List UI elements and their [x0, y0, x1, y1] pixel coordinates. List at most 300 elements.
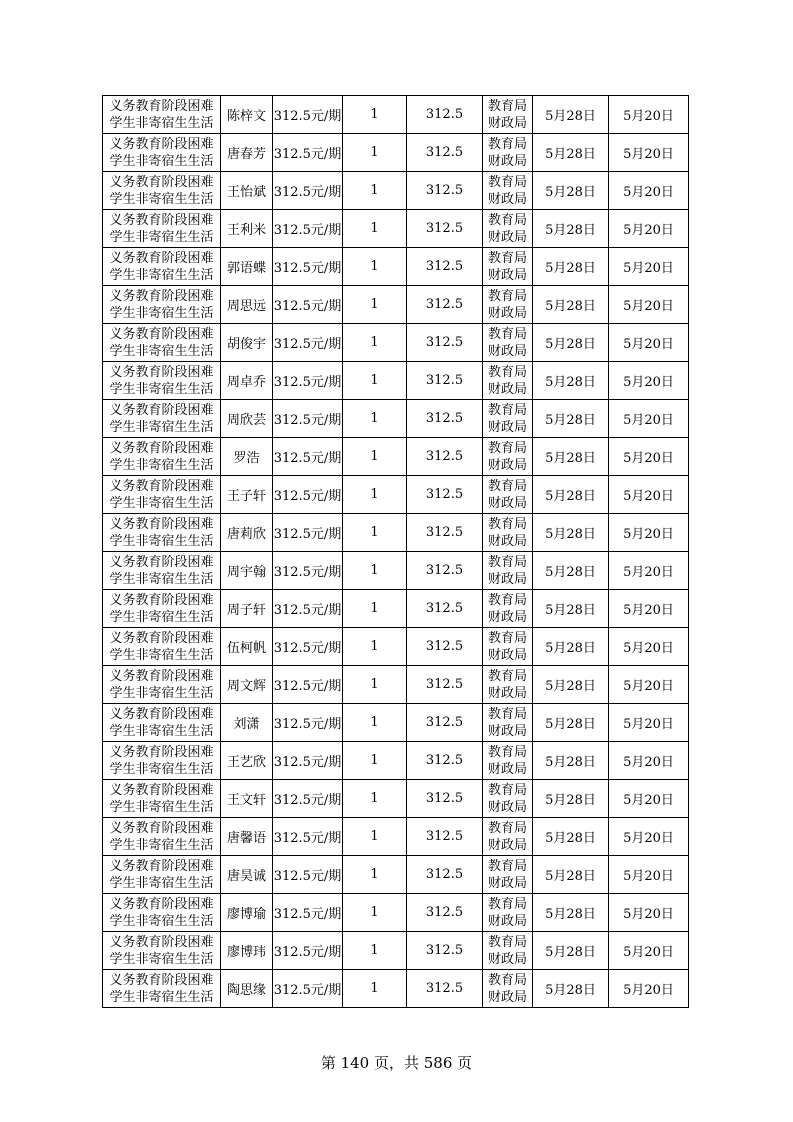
department-line-1: 教育局 [487, 174, 527, 190]
student-name-cell: 唐春芳 [221, 134, 273, 172]
count-cell: 1 [343, 210, 407, 248]
date-cell-2: 5月20日 [609, 818, 689, 856]
table-body [103, 96, 689, 1008]
department-line-2: 财政局 [487, 723, 527, 739]
count-cell: 1 [343, 818, 407, 856]
project-cell [103, 552, 221, 590]
count-cell: 1 [343, 742, 407, 780]
table-row [103, 400, 689, 438]
table-row [103, 96, 689, 134]
standard-cell: 312.5元/期 [273, 248, 343, 286]
project-line-2: 学生非寄宿生生活 [109, 153, 214, 169]
amount-cell: 312.5 [407, 134, 483, 172]
table-row [103, 248, 689, 286]
count-cell: 1 [343, 476, 407, 514]
department-line-2: 财政局 [487, 837, 527, 853]
amount-cell: 312.5 [407, 704, 483, 742]
project-cell [103, 248, 221, 286]
student-name-cell: 胡俊宇 [221, 324, 273, 362]
department-line-1: 教育局 [487, 212, 527, 228]
date-cell-2: 5月20日 [609, 742, 689, 780]
department-cell [483, 894, 533, 932]
project-line-2: 学生非寄宿生生活 [109, 305, 214, 321]
date-cell-2: 5月20日 [609, 894, 689, 932]
project-cell [103, 286, 221, 324]
date-cell-1: 5月28日 [533, 324, 609, 362]
student-name-cell: 王文轩 [221, 780, 273, 818]
standard-cell: 312.5元/期 [273, 780, 343, 818]
count-cell: 1 [343, 590, 407, 628]
department-cell [483, 476, 533, 514]
table-row [103, 894, 689, 932]
project-cell [103, 96, 221, 134]
date-cell-1: 5月28日 [533, 932, 609, 970]
amount-cell: 312.5 [407, 970, 483, 1008]
project-line-2: 学生非寄宿生生活 [109, 723, 214, 739]
student-name-cell: 王怡斌 [221, 172, 273, 210]
project-line-1: 义务教育阶段困难 [109, 212, 214, 228]
table-row [103, 628, 689, 666]
department-line-2: 财政局 [487, 609, 527, 625]
date-cell-2: 5月20日 [609, 476, 689, 514]
project-line-2: 学生非寄宿生生活 [109, 495, 214, 511]
table-row [103, 172, 689, 210]
project-line-2: 学生非寄宿生生活 [109, 989, 214, 1005]
department-line-2: 财政局 [487, 761, 527, 777]
date-cell-2: 5月20日 [609, 932, 689, 970]
student-name-cell: 周文辉 [221, 666, 273, 704]
department-line-1: 教育局 [487, 630, 527, 646]
department-cell [483, 552, 533, 590]
student-name-cell: 刘潇 [221, 704, 273, 742]
department-line-2: 财政局 [487, 799, 527, 815]
project-line-2: 学生非寄宿生生活 [109, 115, 214, 131]
date-cell-1: 5月28日 [533, 438, 609, 476]
department-line-2: 财政局 [487, 647, 527, 663]
table-row [103, 362, 689, 400]
date-cell-1: 5月28日 [533, 666, 609, 704]
project-line-1: 义务教育阶段困难 [109, 782, 214, 798]
amount-cell: 312.5 [407, 628, 483, 666]
standard-cell: 312.5元/期 [273, 134, 343, 172]
project-cell [103, 704, 221, 742]
project-line-1: 义务教育阶段困难 [109, 706, 214, 722]
standard-cell: 312.5元/期 [273, 324, 343, 362]
department-line-1: 教育局 [487, 478, 527, 494]
table-row [103, 286, 689, 324]
table-row [103, 514, 689, 552]
department-cell [483, 248, 533, 286]
standard-cell: 312.5元/期 [273, 856, 343, 894]
amount-cell: 312.5 [407, 514, 483, 552]
date-cell-2: 5月20日 [609, 590, 689, 628]
date-cell-1: 5月28日 [533, 628, 609, 666]
project-line-1: 义务教育阶段困难 [109, 364, 214, 380]
department-line-2: 财政局 [487, 457, 527, 473]
department-line-1: 教育局 [487, 934, 527, 950]
amount-cell: 312.5 [407, 400, 483, 438]
department-line-1: 教育局 [487, 98, 527, 114]
standard-cell: 312.5元/期 [273, 666, 343, 704]
standard-cell: 312.5元/期 [273, 552, 343, 590]
department-line-2: 财政局 [487, 381, 527, 397]
count-cell: 1 [343, 400, 407, 438]
department-cell [483, 704, 533, 742]
project-cell [103, 210, 221, 248]
department-line-1: 教育局 [487, 440, 527, 456]
project-cell [103, 400, 221, 438]
date-cell-2: 5月20日 [609, 438, 689, 476]
table-row [103, 856, 689, 894]
date-cell-1: 5月28日 [533, 476, 609, 514]
department-cell [483, 172, 533, 210]
project-line-1: 义务教育阶段困难 [109, 630, 214, 646]
date-cell-1: 5月28日 [533, 552, 609, 590]
standard-cell: 312.5元/期 [273, 172, 343, 210]
date-cell-2: 5月20日 [609, 210, 689, 248]
department-cell [483, 742, 533, 780]
department-line-1: 教育局 [487, 250, 527, 266]
date-cell-2: 5月20日 [609, 628, 689, 666]
department-line-2: 财政局 [487, 533, 527, 549]
department-line-1: 教育局 [487, 744, 527, 760]
department-cell [483, 96, 533, 134]
date-cell-1: 5月28日 [533, 590, 609, 628]
standard-cell: 312.5元/期 [273, 400, 343, 438]
student-name-cell: 周子轩 [221, 590, 273, 628]
project-cell [103, 856, 221, 894]
department-cell [483, 324, 533, 362]
date-cell-1: 5月28日 [533, 210, 609, 248]
student-name-cell: 伍柯帆 [221, 628, 273, 666]
count-cell: 1 [343, 248, 407, 286]
department-line-1: 教育局 [487, 326, 527, 342]
student-name-cell: 王子轩 [221, 476, 273, 514]
project-line-2: 学生非寄宿生生活 [109, 875, 214, 891]
amount-cell: 312.5 [407, 818, 483, 856]
amount-cell: 312.5 [407, 476, 483, 514]
project-cell [103, 932, 221, 970]
project-line-2: 学生非寄宿生生活 [109, 533, 214, 549]
department-line-1: 教育局 [487, 402, 527, 418]
department-cell [483, 932, 533, 970]
date-cell-2: 5月20日 [609, 552, 689, 590]
student-name-cell: 周思远 [221, 286, 273, 324]
count-cell: 1 [343, 324, 407, 362]
student-name-cell: 唐馨语 [221, 818, 273, 856]
project-line-2: 学生非寄宿生生活 [109, 837, 214, 853]
project-cell [103, 134, 221, 172]
table-row [103, 134, 689, 172]
standard-cell: 312.5元/期 [273, 514, 343, 552]
department-line-2: 财政局 [487, 115, 527, 131]
amount-cell: 312.5 [407, 324, 483, 362]
project-cell [103, 590, 221, 628]
date-cell-1: 5月28日 [533, 514, 609, 552]
department-line-2: 财政局 [487, 989, 527, 1005]
project-line-1: 义务教育阶段困难 [109, 288, 214, 304]
count-cell: 1 [343, 970, 407, 1008]
project-cell [103, 818, 221, 856]
student-name-cell: 廖博瑜 [221, 894, 273, 932]
project-line-1: 义务教育阶段困难 [109, 250, 214, 266]
department-cell [483, 438, 533, 476]
amount-cell: 312.5 [407, 96, 483, 134]
student-name-cell: 唐莉欣 [221, 514, 273, 552]
amount-cell: 312.5 [407, 932, 483, 970]
department-line-2: 财政局 [487, 267, 527, 283]
project-line-2: 学生非寄宿生生活 [109, 609, 214, 625]
department-line-1: 教育局 [487, 554, 527, 570]
department-cell [483, 590, 533, 628]
amount-cell: 312.5 [407, 780, 483, 818]
project-line-2: 学生非寄宿生生活 [109, 571, 214, 587]
standard-cell: 312.5元/期 [273, 590, 343, 628]
standard-cell: 312.5元/期 [273, 970, 343, 1008]
project-line-2: 学生非寄宿生生活 [109, 343, 214, 359]
department-line-1: 教育局 [487, 896, 527, 912]
amount-cell: 312.5 [407, 438, 483, 476]
project-cell [103, 476, 221, 514]
table-row [103, 666, 689, 704]
date-cell-2: 5月20日 [609, 704, 689, 742]
standard-cell: 312.5元/期 [273, 628, 343, 666]
standard-cell: 312.5元/期 [273, 476, 343, 514]
student-name-cell: 罗浩 [221, 438, 273, 476]
count-cell: 1 [343, 552, 407, 590]
project-line-1: 义务教育阶段困难 [109, 174, 214, 190]
project-line-1: 义务教育阶段困难 [109, 972, 214, 988]
student-name-cell: 廖博玮 [221, 932, 273, 970]
project-line-1: 义务教育阶段困难 [109, 934, 214, 950]
date-cell-1: 5月28日 [533, 172, 609, 210]
department-line-2: 财政局 [487, 951, 527, 967]
subsidy-table [102, 95, 689, 1008]
project-line-2: 学生非寄宿生生活 [109, 457, 214, 473]
project-line-2: 学生非寄宿生生活 [109, 799, 214, 815]
project-cell [103, 324, 221, 362]
count-cell: 1 [343, 172, 407, 210]
date-cell-2: 5月20日 [609, 856, 689, 894]
department-cell [483, 666, 533, 704]
department-cell [483, 628, 533, 666]
count-cell: 1 [343, 894, 407, 932]
department-line-2: 财政局 [487, 305, 527, 321]
date-cell-1: 5月28日 [533, 362, 609, 400]
student-name-cell: 陈梓文 [221, 96, 273, 134]
date-cell-2: 5月20日 [609, 780, 689, 818]
table-row [103, 590, 689, 628]
student-name-cell: 周宇翰 [221, 552, 273, 590]
count-cell: 1 [343, 704, 407, 742]
date-cell-1: 5月28日 [533, 970, 609, 1008]
amount-cell: 312.5 [407, 248, 483, 286]
project-line-2: 学生非寄宿生生活 [109, 267, 214, 283]
table-row [103, 780, 689, 818]
date-cell-2: 5月20日 [609, 400, 689, 438]
project-line-2: 学生非寄宿生生活 [109, 419, 214, 435]
date-cell-2: 5月20日 [609, 970, 689, 1008]
student-name-cell: 周卓乔 [221, 362, 273, 400]
count-cell: 1 [343, 514, 407, 552]
date-cell-1: 5月28日 [533, 96, 609, 134]
department-line-2: 财政局 [487, 571, 527, 587]
count-cell: 1 [343, 438, 407, 476]
date-cell-2: 5月20日 [609, 666, 689, 704]
project-line-1: 义务教育阶段困难 [109, 592, 214, 608]
project-line-1: 义务教育阶段困难 [109, 858, 214, 874]
project-cell [103, 742, 221, 780]
project-line-1: 义务教育阶段困难 [109, 744, 214, 760]
student-name-cell: 陶思缘 [221, 970, 273, 1008]
table-row [103, 552, 689, 590]
department-line-1: 教育局 [487, 706, 527, 722]
student-name-cell: 郭语蝶 [221, 248, 273, 286]
amount-cell: 312.5 [407, 856, 483, 894]
date-cell-2: 5月20日 [609, 248, 689, 286]
project-cell [103, 666, 221, 704]
project-cell [103, 514, 221, 552]
amount-cell: 312.5 [407, 742, 483, 780]
project-line-2: 学生非寄宿生生活 [109, 913, 214, 929]
amount-cell: 312.5 [407, 172, 483, 210]
project-line-2: 学生非寄宿生生活 [109, 191, 214, 207]
department-cell [483, 400, 533, 438]
department-line-2: 财政局 [487, 685, 527, 701]
department-line-1: 教育局 [487, 858, 527, 874]
amount-cell: 312.5 [407, 362, 483, 400]
project-line-1: 义务教育阶段困难 [109, 326, 214, 342]
count-cell: 1 [343, 134, 407, 172]
department-cell [483, 210, 533, 248]
student-name-cell: 王利米 [221, 210, 273, 248]
project-line-1: 义务教育阶段困难 [109, 554, 214, 570]
date-cell-1: 5月28日 [533, 894, 609, 932]
date-cell-2: 5月20日 [609, 134, 689, 172]
table-row [103, 932, 689, 970]
date-cell-2: 5月20日 [609, 286, 689, 324]
department-line-1: 教育局 [487, 782, 527, 798]
date-cell-1: 5月28日 [533, 780, 609, 818]
department-line-2: 财政局 [487, 875, 527, 891]
project-line-1: 义务教育阶段困难 [109, 516, 214, 532]
page-number-footer: 第 140 页，共 586 页 [320, 1054, 473, 1072]
project-cell [103, 438, 221, 476]
department-line-2: 财政局 [487, 495, 527, 511]
table-row [103, 704, 689, 742]
department-line-1: 教育局 [487, 820, 527, 836]
department-line-2: 财政局 [487, 191, 527, 207]
amount-cell: 312.5 [407, 286, 483, 324]
table-row [103, 742, 689, 780]
date-cell-1: 5月28日 [533, 742, 609, 780]
department-line-2: 财政局 [487, 419, 527, 435]
date-cell-2: 5月20日 [609, 324, 689, 362]
department-cell [483, 818, 533, 856]
department-line-2: 财政局 [487, 153, 527, 169]
department-line-1: 教育局 [487, 592, 527, 608]
count-cell: 1 [343, 96, 407, 134]
department-line-1: 教育局 [487, 136, 527, 152]
project-line-2: 学生非寄宿生生活 [109, 951, 214, 967]
count-cell: 1 [343, 932, 407, 970]
table-row [103, 818, 689, 856]
department-cell [483, 514, 533, 552]
date-cell-2: 5月20日 [609, 514, 689, 552]
department-cell [483, 780, 533, 818]
project-cell [103, 628, 221, 666]
student-name-cell: 唐昊诚 [221, 856, 273, 894]
amount-cell: 312.5 [407, 552, 483, 590]
table-row [103, 210, 689, 248]
standard-cell: 312.5元/期 [273, 704, 343, 742]
date-cell-1: 5月28日 [533, 818, 609, 856]
department-cell [483, 362, 533, 400]
project-line-1: 义务教育阶段困难 [109, 478, 214, 494]
project-line-2: 学生非寄宿生生活 [109, 229, 214, 245]
project-cell [103, 362, 221, 400]
project-cell [103, 894, 221, 932]
project-cell [103, 970, 221, 1008]
amount-cell: 312.5 [407, 894, 483, 932]
department-line-1: 教育局 [487, 972, 527, 988]
department-cell [483, 856, 533, 894]
project-line-2: 学生非寄宿生生活 [109, 761, 214, 777]
department-line-1: 教育局 [487, 516, 527, 532]
department-cell [483, 286, 533, 324]
project-line-2: 学生非寄宿生生活 [109, 685, 214, 701]
project-line-1: 义务教育阶段困难 [109, 820, 214, 836]
project-line-1: 义务教育阶段困难 [109, 98, 214, 114]
standard-cell: 312.5元/期 [273, 210, 343, 248]
student-name-cell: 周欣芸 [221, 400, 273, 438]
standard-cell: 312.5元/期 [273, 818, 343, 856]
date-cell-1: 5月28日 [533, 856, 609, 894]
count-cell: 1 [343, 362, 407, 400]
department-line-1: 教育局 [487, 364, 527, 380]
date-cell-2: 5月20日 [609, 172, 689, 210]
count-cell: 1 [343, 666, 407, 704]
project-line-1: 义务教育阶段困难 [109, 136, 214, 152]
standard-cell: 312.5元/期 [273, 894, 343, 932]
department-line-1: 教育局 [487, 288, 527, 304]
department-cell [483, 970, 533, 1008]
count-cell: 1 [343, 628, 407, 666]
student-name-cell: 王艺欣 [221, 742, 273, 780]
amount-cell: 312.5 [407, 590, 483, 628]
project-cell [103, 172, 221, 210]
project-line-2: 学生非寄宿生生活 [109, 647, 214, 663]
department-line-2: 财政局 [487, 343, 527, 359]
standard-cell: 312.5元/期 [273, 438, 343, 476]
count-cell: 1 [343, 286, 407, 324]
amount-cell: 312.5 [407, 210, 483, 248]
table-row [103, 324, 689, 362]
table-row [103, 476, 689, 514]
date-cell-1: 5月28日 [533, 704, 609, 742]
date-cell-1: 5月28日 [533, 400, 609, 438]
date-cell-2: 5月20日 [609, 362, 689, 400]
department-line-1: 教育局 [487, 668, 527, 684]
amount-cell: 312.5 [407, 666, 483, 704]
date-cell-2: 5月20日 [609, 96, 689, 134]
project-line-1: 义务教育阶段困难 [109, 440, 214, 456]
project-line-2: 学生非寄宿生生活 [109, 381, 214, 397]
date-cell-1: 5月28日 [533, 286, 609, 324]
department-cell [483, 134, 533, 172]
project-line-1: 义务教育阶段困难 [109, 402, 214, 418]
count-cell: 1 [343, 780, 407, 818]
